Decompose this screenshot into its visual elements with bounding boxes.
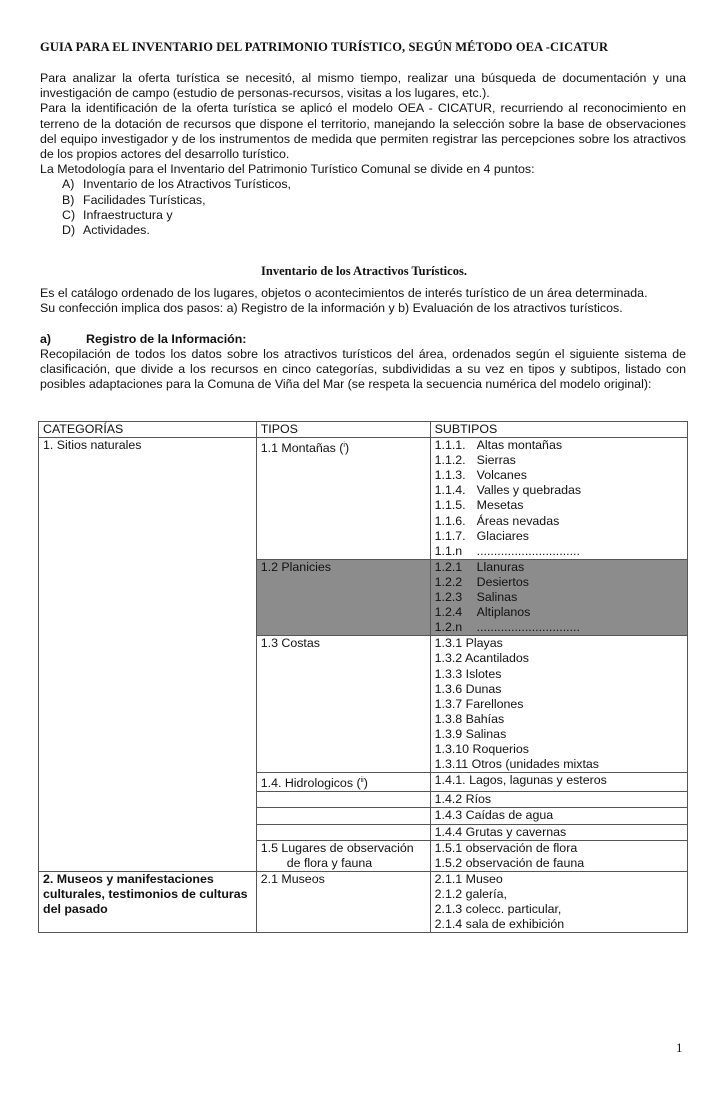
subtype-cell: 1.4.3 Caídas de agua (430, 808, 687, 824)
subheading-body: Recopilación de todos los datos sobre los atractivos turísticos del área, ordenados según el siguiente sistema de clasificación, que divide a los recursos en cinco categorías, subdivididas a su vez en tipos y subtipos, listado con posibles adaptaciones para la Comuna de Viña del Mar (se respeta la secuencia numérica del modelo original): (40, 347, 686, 392)
classification-table (38, 421, 688, 933)
section-intro-line-1: Es el catálogo ordenado de los lugares, objetos o acontecimientos de interés turístico de un área determinada. (40, 286, 648, 300)
section-title: Inventario de los Atractivos Turísticos. (261, 264, 467, 278)
type-cell: 1.5 Lugares de observación de flora y fauna (256, 840, 430, 871)
subtype-cell: 1.4.4 Grutas y cavernas (430, 824, 687, 840)
table-header: CATEGORÍAS (39, 422, 257, 438)
type-cell-empty (256, 792, 430, 808)
table-header-row (39, 422, 688, 438)
type-cell-empty (256, 824, 430, 840)
section-intro (40, 286, 686, 316)
page-number: 1 (676, 1040, 683, 1055)
intro-block (40, 71, 686, 238)
intro-paragraph-1: Para analizar la oferta turística se necesitó, al mismo tiempo, realizar una búsqueda de documentación y una investigación de campo (estudio de personas-recursos, visitas a los lugares, etc.). (40, 71, 686, 101)
subheading: a) Registro de la Información: (40, 332, 247, 346)
subtype-cell: 1.2.1 Llanuras 1.2.2 Desiertos 1.2.3 Salinas 1.2.4 Altiplanos 1.2.n .............................. (430, 559, 687, 635)
list-item: B) Facilidades Turísticas, (62, 192, 206, 207)
subtype-cell: 1.4.1. Lagos, lagunas y esteros (430, 773, 687, 792)
type-cell: 1.1 Montañas ($^i$) (256, 438, 430, 560)
type-cell: 1.3 Costas (256, 636, 430, 773)
intro-paragraph-2: Para la identificación de la oferta turística se aplicó el modelo OEA - CICATUR, recurriendo al reconocimiento en terreno de la dotación de recursos que dispone el territorio, manejando la selección sobre la base de observaciones del equipo investigador y de los instrumentos de medida que permiten registrar las percepciones sobre los atractivos de los propios actores del desarrollo turístico. (40, 101, 686, 162)
list-item: C) Infraestructura y (62, 207, 173, 222)
type-cell: 1.4. Hidrologicos ($^{ii}$) (256, 773, 430, 792)
subtype-cell: 1.4.2 Ríos (430, 792, 687, 808)
list-item: D) Actividades. (62, 223, 150, 238)
points-list (40, 177, 686, 238)
document-title: GUIA PARA EL INVENTARIO DEL PATRIMONIO TURÍSTICO, SEGÚN MÉTODO OEA -CICATUR (40, 40, 609, 54)
intro-paragraph-3: La Metodología para el Inventario del Patrimonio Turístico Comunal se divide en 4 puntos: (40, 162, 535, 177)
category-cell: 1. Sitios naturales (39, 438, 257, 841)
category-cell: 2. Museos y manifestaciones culturales, testimonios de culturas del pasado (39, 871, 257, 932)
section-intro-line-2: Su confección implica dos pasos: a) Registro de la información y b) Evaluación de los atractivos turísticos. (40, 301, 623, 316)
subtype-cell: 1.3.1 Playas 1.3.2 Acantilados 1.3.3 Islotes 1.3.6 Dunas 1.3.7 Farellones 1.3.8 Bahías 1.3.9 Salinas 1.3.10 Roquerios 1.3.11 Otros (unidades mixtas (430, 636, 687, 773)
table-row (39, 438, 688, 560)
table-header: TIPOS (256, 422, 430, 438)
table-row (39, 871, 688, 932)
subtype-cell: 1.5.1 observación de flora 1.5.2 observación de fauna (430, 840, 687, 871)
type-cell: 1.2 Planicies (256, 559, 430, 635)
type-cell-empty (256, 808, 430, 824)
table-header: SUBTIPOS (430, 422, 687, 438)
table-row (39, 840, 688, 871)
subtype-cell: 2.1.1 Museo 2.1.2 galería, 2.1.3 colecc. particular, 2.1.4 sala de exhibición (430, 871, 687, 932)
subtype-cell: 1.1.1. Altas montañas 1.1.2. Sierras 1.1.3. Volcanes 1.1.4. Valles y quebradas 1.1.5. Mesetas 1.1.6. Áreas nevadas 1.1.7. Glaciares 1.1.n .............................. (430, 438, 687, 560)
category-cell-empty (39, 840, 257, 871)
type-cell: 2.1 Museos (256, 871, 430, 932)
list-item: A) Inventario de los Atractivos Turísticos, (62, 177, 291, 192)
